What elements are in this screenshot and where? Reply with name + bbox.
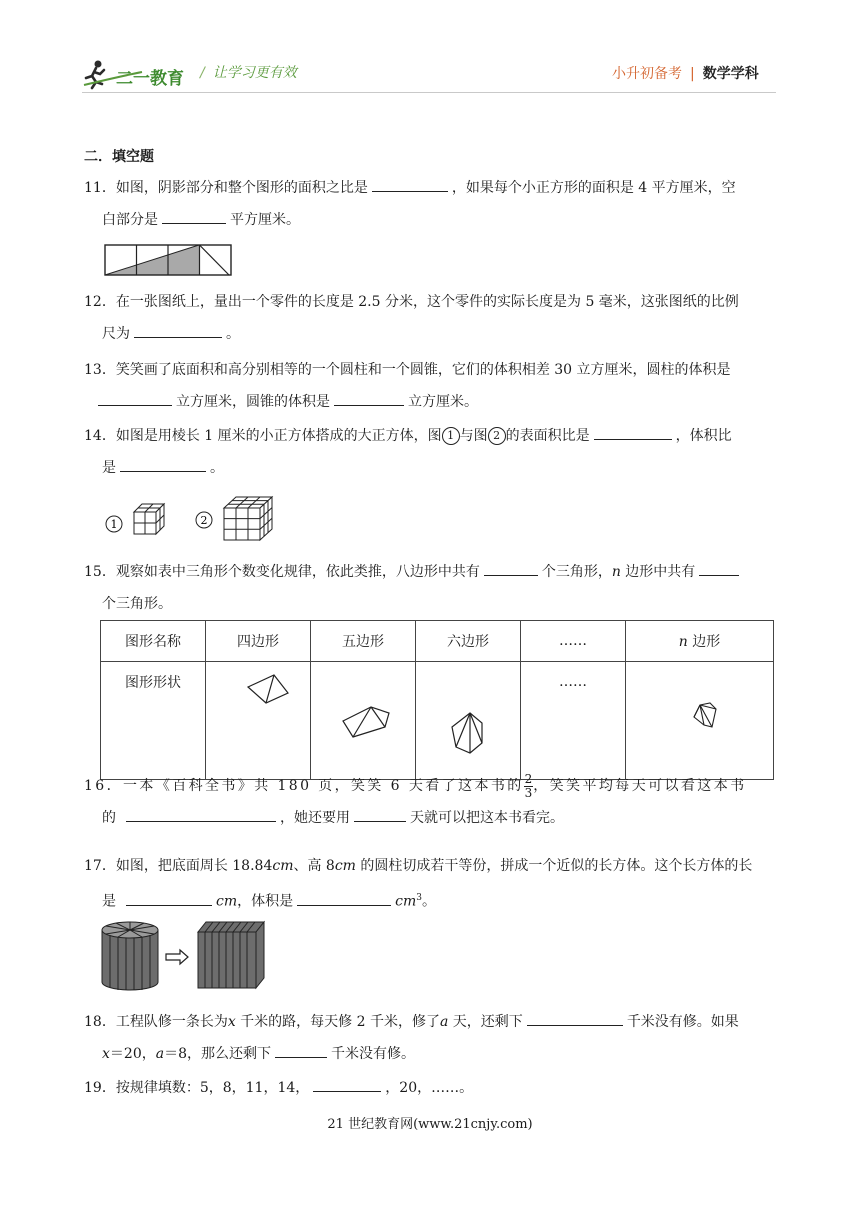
question-text: ，20，……。 [385, 1080, 474, 1096]
question-number: 19． [84, 1080, 116, 1096]
fraction-denominator: 3 [524, 785, 533, 800]
question-number: 11． [84, 180, 116, 196]
question-19 [84, 1072, 778, 1104]
header-separator: | [690, 66, 695, 82]
cell-text: 边形 [692, 634, 721, 650]
slogan: / 让学习更有效 [200, 65, 297, 81]
table-cell: 四边形 [206, 621, 311, 662]
n-gon-shape [650, 663, 750, 763]
arrow-icon [166, 950, 188, 964]
question-15 [84, 556, 778, 620]
question-text: 在一张图纸上，量出一个零件的长度是 2.5 分米，这个零件的实际长度是为 5 毫米，这张图纸的比例 [115, 294, 739, 310]
cube-3x3 [224, 497, 272, 540]
page-header [0, 0, 860, 110]
question-text: 千米没有修。如果 [626, 1014, 739, 1030]
question-text: 天就可以把这本书看完。 [410, 810, 564, 826]
answer-blank[interactable] [126, 807, 276, 822]
superscript: 3 [416, 893, 422, 903]
table-cell [626, 662, 774, 780]
variable-a: a [155, 1046, 165, 1062]
question-text: 如图，把底面周长 18.84 [115, 858, 273, 874]
section-title: 二．填空题 [84, 149, 154, 165]
table-cell: …… [521, 662, 626, 780]
answer-blank[interactable] [275, 1043, 327, 1058]
exam-label: 小升初备考 [612, 66, 682, 82]
table-shape-row [101, 662, 774, 780]
question-text: 与图 [459, 428, 488, 444]
variable-n: n [678, 634, 688, 650]
answer-blank[interactable] [313, 1077, 381, 1092]
question-text: 工程队修一条长为 [115, 1014, 228, 1030]
question-text: ，笑笑平均每天可以看这本书 [533, 778, 747, 794]
logo-text: 二一教育 [116, 69, 184, 89]
table-cell: 六边形 [416, 621, 521, 662]
answer-blank[interactable] [334, 391, 404, 406]
question-text: 如图，阴影部分和整个图形的面积之比是 [115, 180, 368, 196]
answer-blank[interactable] [699, 561, 739, 576]
q17-figure [98, 918, 278, 994]
answer-blank[interactable] [527, 1011, 623, 1026]
answer-blank[interactable] [354, 807, 406, 822]
question-text: 立方厘米。 [408, 394, 478, 410]
variable-x: x [102, 1046, 110, 1062]
question-11 [84, 172, 778, 236]
unit-cm: cm [334, 858, 356, 874]
question-text: ，体积是 [237, 893, 294, 910]
question-text: 观察如表中三角形个数变化规律，依此类推，八边形中共有 [115, 564, 480, 580]
cube-2x2 [134, 504, 164, 534]
fraction [524, 773, 534, 800]
question-text: 按规律填数：5，8，11，14， [115, 1080, 310, 1096]
question-13 [84, 354, 778, 418]
question-text: 个三角形， [541, 564, 612, 580]
question-text: 的 [102, 810, 116, 826]
table-header-row [101, 621, 774, 662]
page-footer: 21 世纪教育网(www.21cnjy.com) [327, 1117, 533, 1132]
table-cell [416, 662, 521, 780]
question-text: 是 [102, 893, 116, 910]
question-text: 尺为 [102, 326, 130, 342]
cylinder-shape [102, 922, 158, 990]
answer-blank[interactable] [120, 457, 206, 472]
answer-blank[interactable] [126, 891, 212, 906]
question-text: ，她还要用 [280, 810, 350, 826]
question-text: ＝20， [109, 1046, 156, 1062]
question-text: 天，还剩下 [448, 1014, 523, 1030]
unit-cm: cm [216, 893, 238, 910]
table-cell: 图形名称 [101, 621, 206, 662]
header-divider [82, 92, 776, 93]
variable-a: a [440, 1014, 449, 1030]
answer-blank[interactable] [484, 561, 538, 576]
figure-1-label: 1 [110, 518, 118, 531]
table-cell [206, 662, 311, 780]
table-cell: 五边形 [311, 621, 416, 662]
variable-x: x [227, 1014, 236, 1030]
hexagon-shape [418, 663, 518, 763]
table-cell: 图形形状 [101, 662, 206, 780]
question-text: 。 [210, 460, 224, 476]
slogan-text: 让学习更有效 [212, 65, 297, 81]
question-text: 千米的路，每天修 2 千米，修了 [235, 1014, 440, 1030]
question-text: ，如果每个小正方形的面积是 4 平方厘米，空 [451, 180, 736, 196]
question-17 [84, 850, 778, 918]
logo-icon [82, 58, 192, 92]
table-cell [626, 621, 774, 662]
figure-2-label: 2 [200, 514, 208, 527]
question-text: 白部分是 [102, 212, 158, 228]
quadrilateral-shape [208, 663, 308, 763]
cuboid-shape [198, 922, 264, 988]
question-text: 的表面积比是 [505, 428, 590, 444]
question-text: ，体积比 [675, 428, 732, 444]
question-text: 立方厘米，圆锥的体积是 [176, 394, 330, 410]
question-18 [84, 1006, 778, 1070]
unit-cm: cm [395, 893, 417, 910]
question-text: 。 [226, 326, 240, 342]
question-number: 16． [84, 778, 124, 794]
question-text: 、高 8 [293, 858, 335, 874]
question-text: 个三角形。 [102, 596, 172, 612]
variable-n: n [611, 564, 621, 580]
subject-label: 数学学科 [702, 66, 759, 82]
question-text: 。 [421, 893, 436, 910]
circled-number: 1 [442, 427, 460, 445]
question-text: 一本《百科全书》共 180 页，笑笑 6 天看了这本书的 [123, 778, 524, 794]
unit-cm: cm [272, 858, 294, 874]
question-number: 12． [84, 294, 116, 310]
table-cell: …… [521, 621, 626, 662]
question-number: 15． [84, 564, 116, 580]
answer-blank[interactable] [594, 425, 672, 440]
circled-number: 2 [488, 427, 506, 445]
answer-blank[interactable] [162, 209, 226, 224]
table-cell [311, 662, 416, 780]
question-text: ＝8，那么还剩下 [164, 1046, 272, 1062]
answer-blank[interactable] [297, 891, 391, 906]
question-14 [84, 420, 778, 484]
question-number: 14． [84, 428, 116, 444]
question-text: 的圆柱切成若干等份，拼成一个近似的长方体。这个长方体的长 [355, 858, 753, 874]
fraction-numerator: 2 [524, 771, 533, 786]
answer-blank[interactable] [134, 323, 222, 338]
question-number: 18． [84, 1014, 116, 1030]
question-number: 13． [84, 362, 116, 378]
question-16 [84, 770, 778, 834]
question-text: 千米没有修。 [331, 1046, 416, 1062]
answer-blank[interactable] [98, 391, 172, 406]
answer-blank[interactable] [372, 177, 448, 192]
question-number: 17． [84, 858, 116, 874]
q11-figure [103, 243, 233, 277]
question-text: 如图是用棱长 1 厘米的小正方体搭成的大正方体，图 [115, 428, 442, 444]
question-text: 笑笑画了底面积和高分别相等的一个圆柱和一个圆锥，它们的体积相差 30 立方厘米，圆柱的体积是 [115, 362, 731, 378]
header-right [612, 63, 759, 83]
pentagon-shape [313, 663, 413, 763]
question-text: 是 [102, 460, 116, 476]
question-12 [84, 286, 778, 350]
question-text: 平方厘米。 [230, 212, 300, 228]
q14-figure [100, 494, 290, 542]
polygon-table [100, 620, 774, 780]
question-text: 边形中共有 [620, 564, 696, 580]
